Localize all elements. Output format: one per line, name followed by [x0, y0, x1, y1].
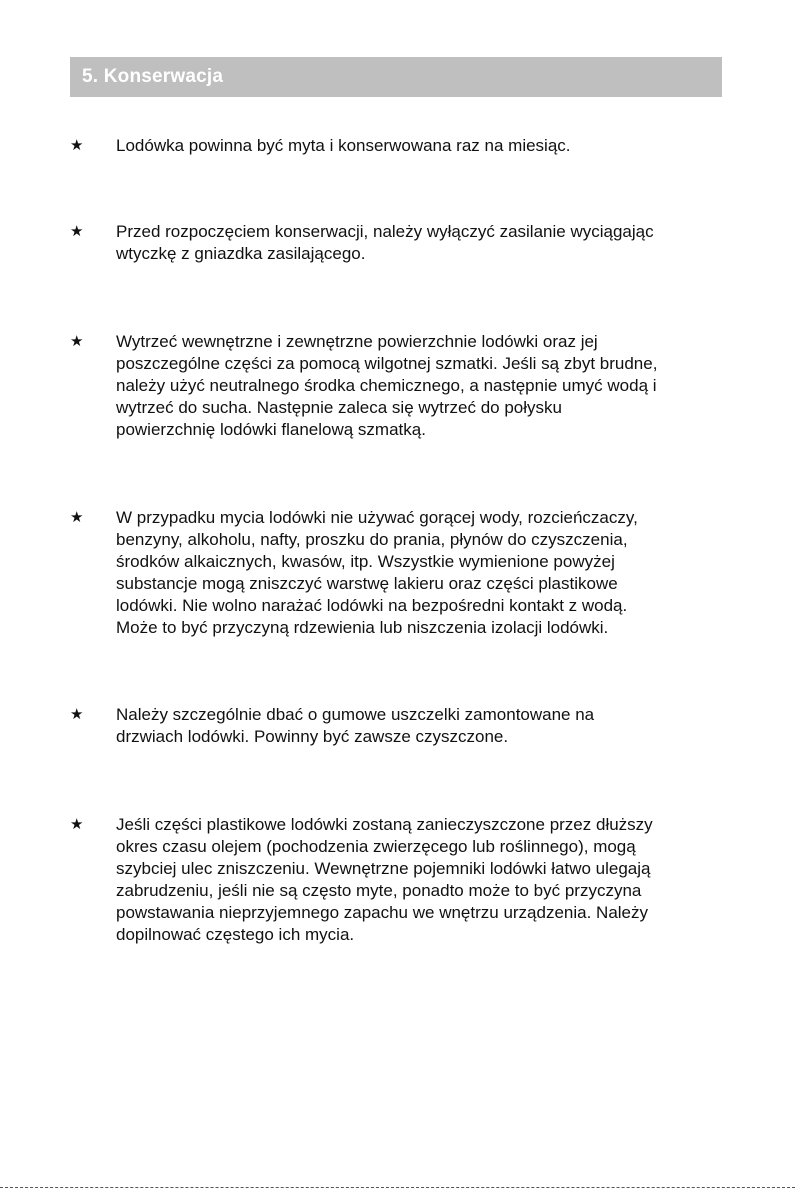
text-line: Przed rozpoczęciem konserwacji, należy wyłączyć zasilanie wyciągając — [116, 222, 654, 241]
text-line: szybciej ulec zniszczeniu. Wewnętrzne pojemniki lodówki łatwo ulegają — [116, 859, 651, 878]
star-icon: ★ — [70, 223, 84, 240]
text-line: W przypadku mycia lodówki nie używać gorącej wody, rozcieńczaczy, — [116, 508, 638, 527]
text-line: powstawania nieprzyjemnego zapachu we wnętrzu urządzenia. Należy — [116, 903, 649, 922]
text-line: Wytrzeć wewnętrzne i zewnętrzne powierzchnie lodówki oraz jej — [116, 332, 598, 351]
text-line: okres czasu olejem (pochodzenia zwierzęcego lub roślinnego), mogą — [116, 837, 636, 856]
bullet-text — [116, 331, 736, 441]
star-icon: ★ — [70, 816, 84, 833]
text-line: wtyczkę z gniazdka zasilającego. — [116, 244, 366, 263]
text-line: Jeśli części plastikowe lodówki zostaną zanieczyszczone przez dłuższy — [116, 815, 653, 834]
star-icon: ★ — [70, 137, 84, 154]
text-line: należy użyć neutralnego środka chemicznego, a następnie umyć wodą i — [116, 376, 657, 395]
section-title: 5. Konserwacja — [82, 66, 224, 87]
text-line: wytrzeć do sucha. Następnie zaleca się wytrzeć do połysku — [116, 398, 562, 417]
text-line: substancje mogą zniszczyć warstwę lakieru oraz części plastikowe — [116, 574, 618, 593]
bullet-text — [116, 814, 736, 946]
star-icon: ★ — [70, 706, 84, 723]
bullet-text — [116, 507, 736, 639]
text-line: poszczególne części za pomocą wilgotnej szmatki. Jeśli są zbyt brudne, — [116, 354, 658, 373]
star-icon: ★ — [70, 333, 84, 350]
text-line: drzwiach lodówki. Powinny być zawsze czyszczone. — [116, 727, 509, 746]
bullet-text — [116, 135, 736, 157]
text-line: powierzchnię lodówki flanelową szmatką. — [116, 420, 426, 439]
star-icon: ★ — [70, 509, 84, 526]
text-line: Może to być przyczyną rdzewienia lub niszczenia izolacji lodówki. — [116, 618, 609, 637]
text-line: lodówki. Nie wolno narażać lodówki na bezpośredni kontakt z wodą. — [116, 596, 628, 615]
text-line: zabrudzeniu, jeśli nie są często myte, ponadto może to być przyczyna — [116, 881, 642, 900]
bullet-text — [116, 221, 736, 265]
bullet-text — [116, 704, 736, 748]
text-line: benzyny, alkoholu, nafty, proszku do prania, płynów do czyszczenia, — [116, 530, 628, 549]
text-line: Lodówka powinna być myta i konserwowana raz na miesiąc. — [116, 136, 571, 155]
text-line: środków alkaicznych, kwasów, itp. Wszystkie wymienione powyżej — [116, 552, 615, 571]
page-bottom-rule — [0, 1187, 795, 1188]
text-line: dopilnować częstego ich mycia. — [116, 925, 355, 944]
text-line: Należy szczególnie dbać o gumowe uszczelki zamontowane na — [116, 705, 595, 724]
